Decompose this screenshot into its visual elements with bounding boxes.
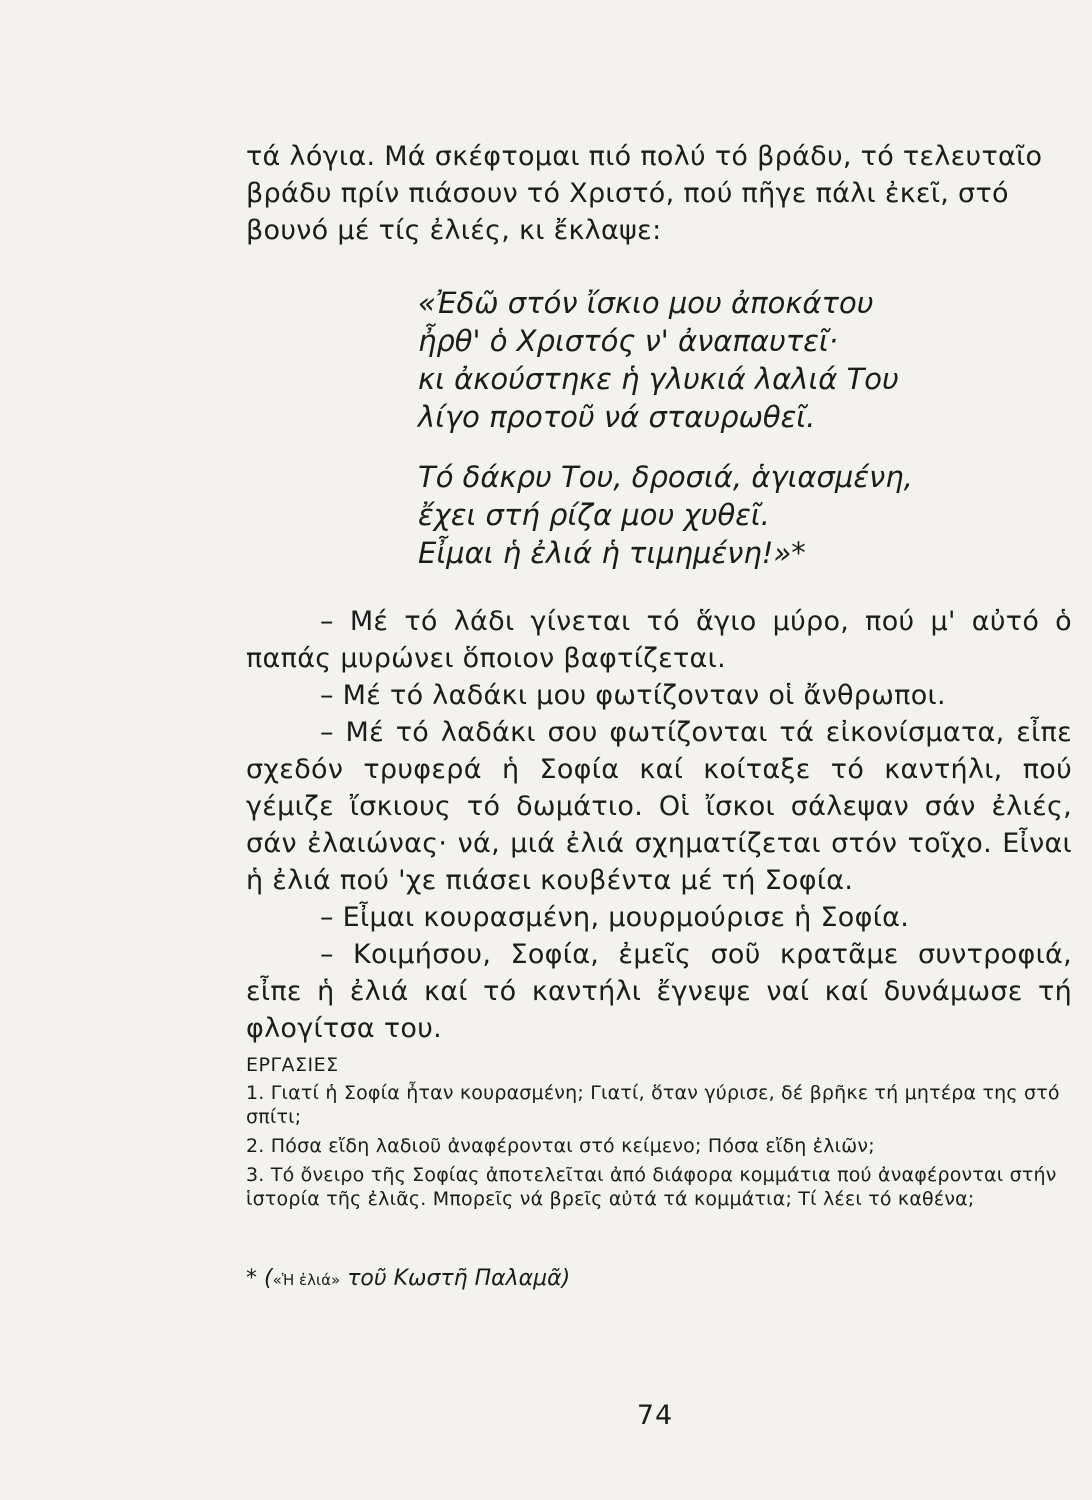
footnote-star: * ( [246, 1266, 273, 1291]
poem-line: ἦρθ' ὁ Χριστός ν' ἀναπαυτεῖ· [418, 324, 838, 358]
footnote-marker: * [791, 536, 806, 570]
dialogue-section [246, 603, 1072, 1047]
page-number: 74 [636, 1400, 674, 1431]
footnote-author: τοῦ Κωστῆ Παλαμᾶ) [347, 1266, 571, 1291]
poem-line-last [418, 534, 1018, 572]
dialogue-paragraph: – Μέ τό λαδάκι σου φωτίζονται τά εἰκονίσματα, εἶπε σχεδόν τρυφερά ἡ Σοφία καί κοίταξε τό καντήλι, πού γέμιζε ἴσκιους τό δωμάτιο. Οἱ ἴσκοι σάλεψαν σάν ἐλιές, σάν ἐλαιώνας· νά, μιά ἐλιά σχηματίζεται στόν τοῖχο. Εἶναι ἡ ἐλιά πού 'χε πιάσει κουβέντα μέ τή Σοφία. [246, 717, 1072, 896]
footnote [246, 1265, 846, 1294]
exercises-title: ΕΡΓΑΣΙΕΣ [246, 1054, 339, 1076]
poem-stanza-1 [418, 284, 1018, 436]
exercises-section [246, 1053, 1066, 1216]
poem-line: Τό δάκρυ Του, δροσιά, ἁγιασμένη, [418, 460, 913, 494]
poem-stanza-2 [418, 458, 1018, 572]
poem-line: «Ἐδῶ στόν ἴσκιο μου ἀποκάτου [418, 286, 874, 320]
footnote-work-title: «Ἡ ἐλιά» [272, 1271, 341, 1289]
poem-line: κι ἀκούστηκε ἡ γλυκιά λαλιά Του [418, 362, 899, 396]
exercise-item: 2. Πόσα εἴδη λαδιοῦ ἀναφέρονται στό κείμενο; Πόσα εἴδη ἐλιῶν; [246, 1135, 875, 1157]
dialogue-paragraph: – Μέ τό λάδι γίνεται τό ἅγιο μύρο, πού μ' αὐτό ὁ παπάς μυρώνει ὅποιον βαφτίζεται. [246, 606, 1072, 674]
dialogue-paragraph: – Εἶμαι κουρασμένη, μουρμούρισε ἡ Σοφία. [320, 902, 910, 933]
poem-line: ἔχει στή ρίζα μου χυθεῖ. [418, 498, 770, 532]
intro-paragraph: τά λόγια. Μά σκέφτομαι πιό πολύ τό βράδυ, τό τελευταῖο βράδυ πρίν πιάσουν τό Χριστό, πού πῆγε πάλι ἐκεῖ, στό βουνό μέ τίς ἐλιές, κι ἔκλαψε: [246, 141, 1043, 246]
dialogue-paragraph: – Κοιμήσου, Σοφία, ἐμεῖς σοῦ κρατᾶμε συντροφιά, εἶπε ἡ ἐλιά καί τό καντήλι ἔγνεψε ναί καί δυνάμωσε τή φλογίτσα του. [246, 939, 1072, 1044]
exercises-list [246, 1081, 1066, 1211]
poem-line-text: Εἶμαι ἡ ἐλιά ἡ τιμημένη!» [418, 536, 792, 570]
exercise-item: 3. Τό ὄνειρο τῆς Σοφίας ἀποτελεῖται ἀπό διάφορα κομμάτια πού ἀναφέρονται στήν ἱστορία τῆς ἐλιᾶς. Μπορεῖς νά βρεῖς αὐτά τά κομμάτια; Τί λέει τό καθένα; [246, 1164, 1057, 1210]
poem-line: λίγο προτοῦ νά σταυρωθεῖ. [418, 400, 816, 434]
exercise-item: 1. Γιατί ἡ Σοφία ἦταν κουρασμένη; Γιατί, ὅταν γύρισε, δέ βρῆκε τή μητέρα της στό σπίτι; [246, 1082, 1060, 1128]
dialogue-paragraph: – Μέ τό λαδάκι μου φωτίζονταν οἱ ἄνθρωποι. [320, 680, 946, 711]
